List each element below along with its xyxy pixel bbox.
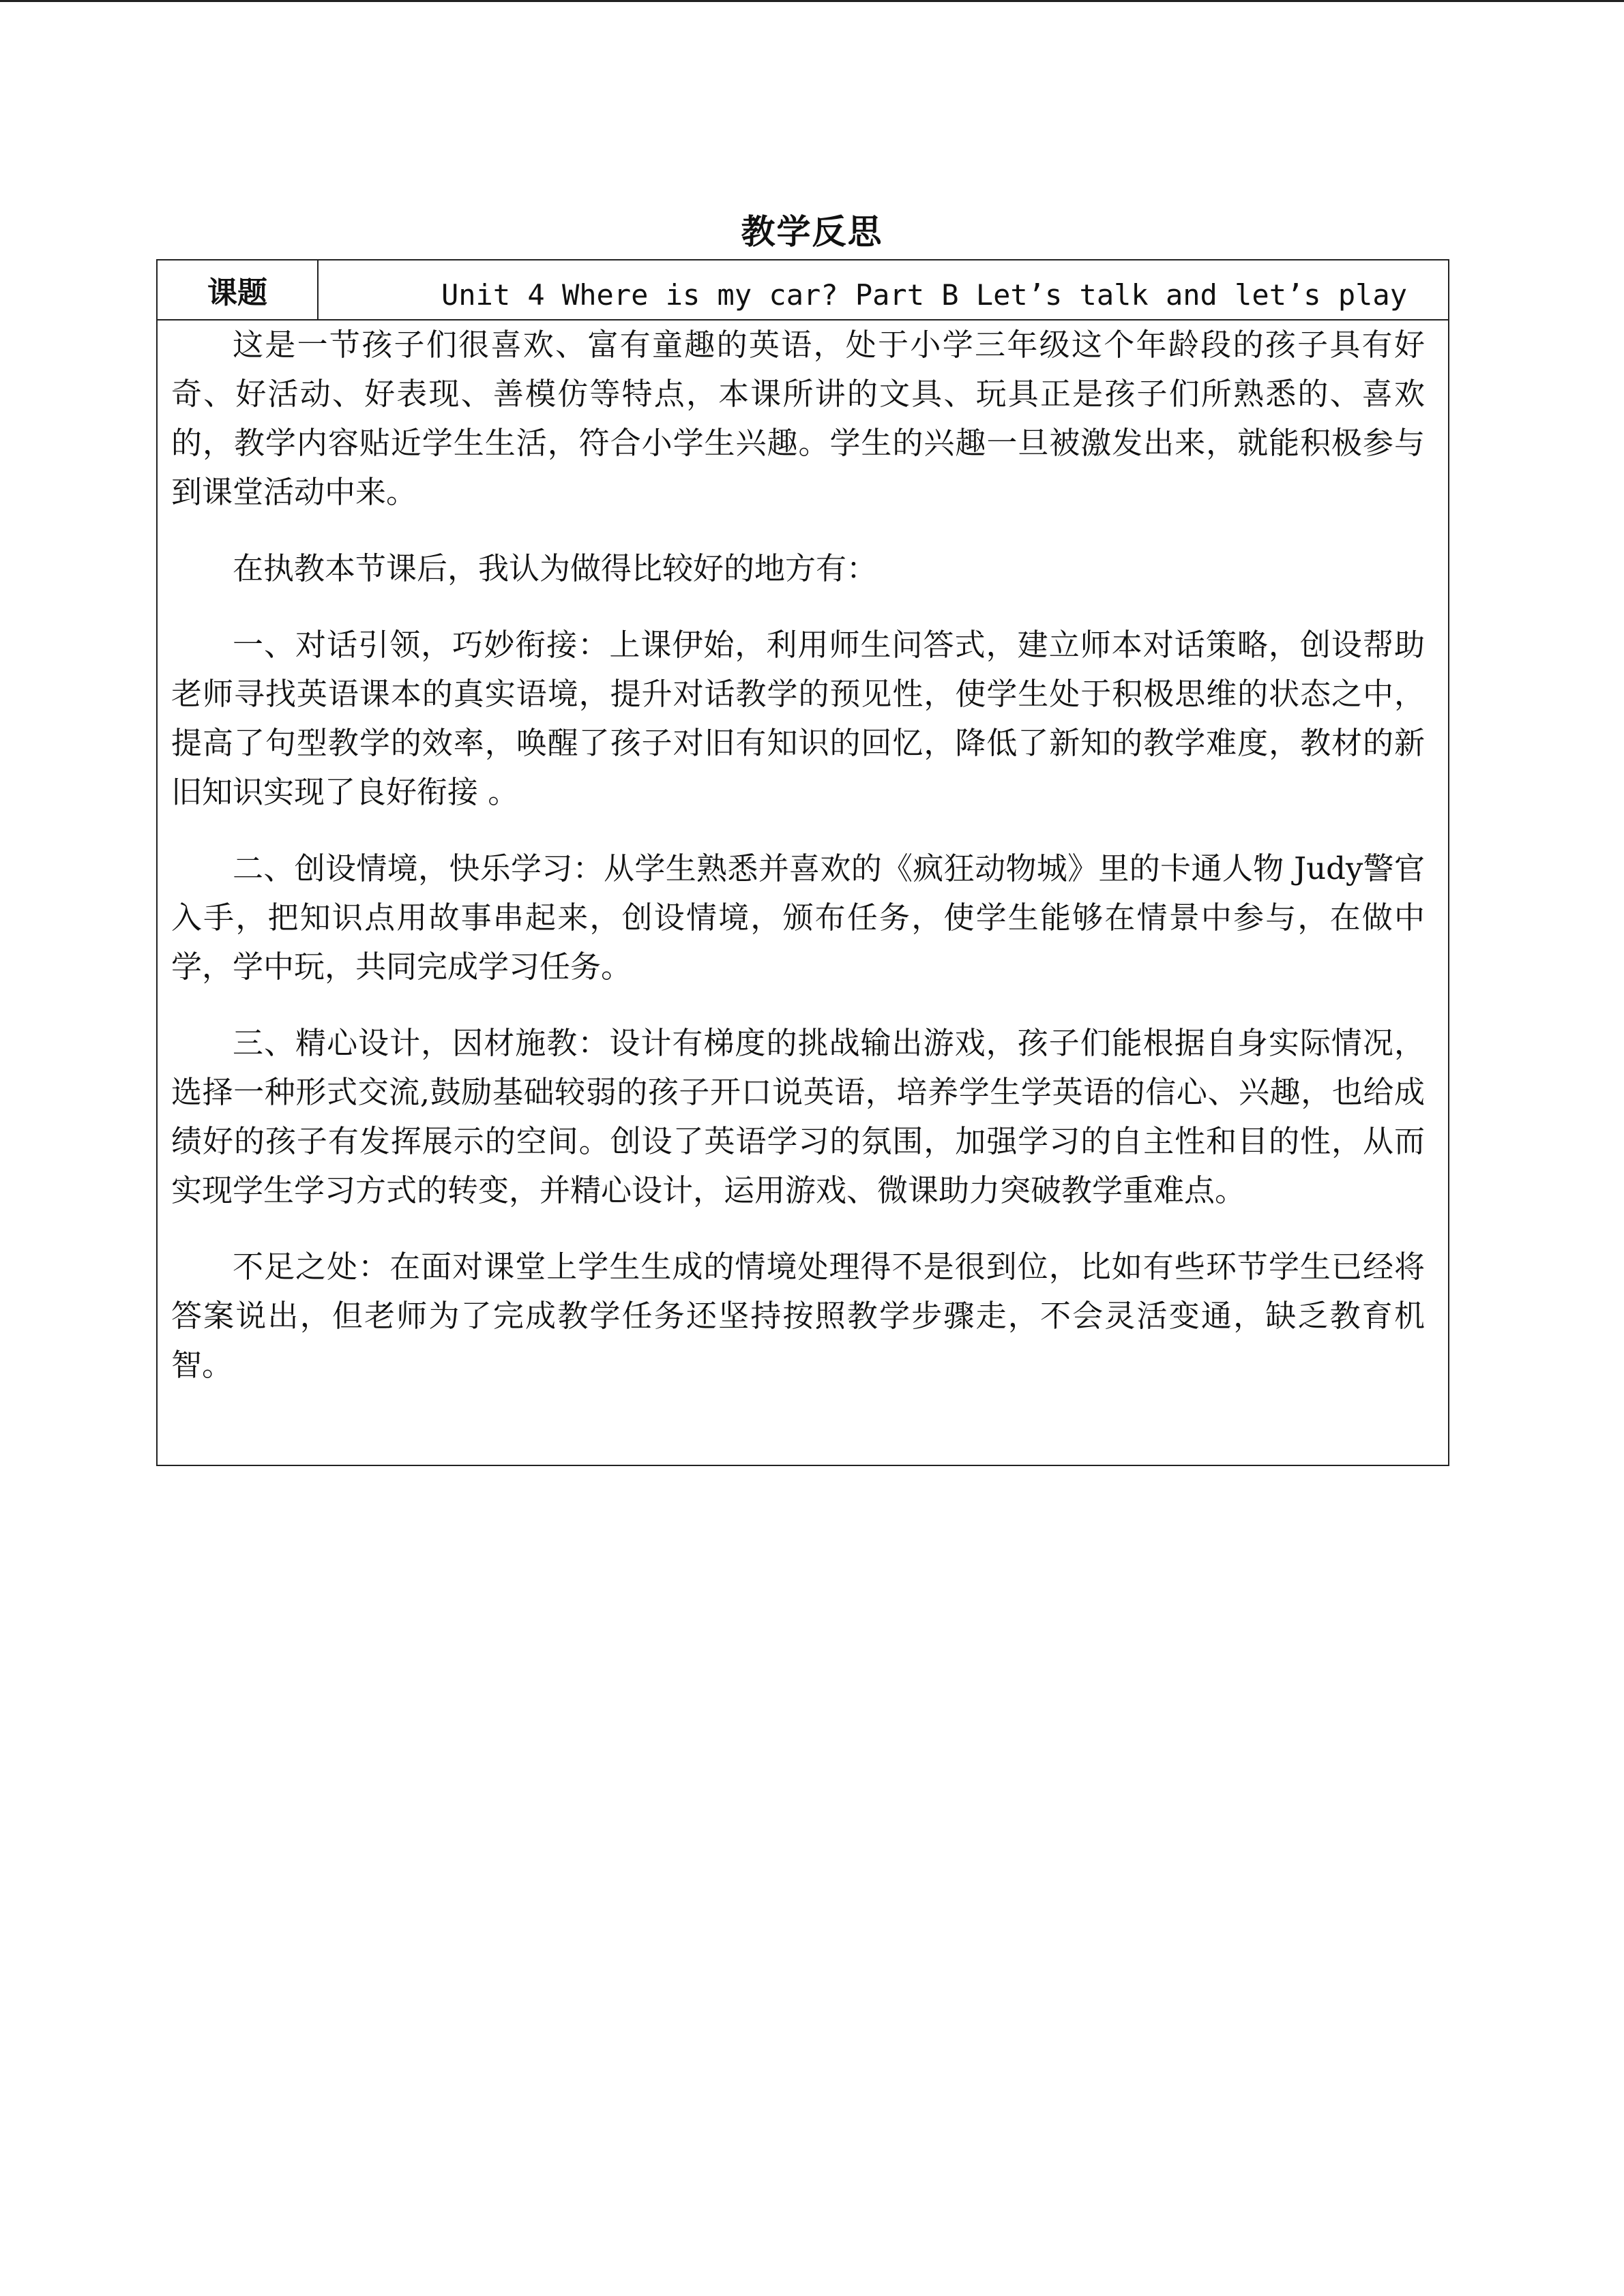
paragraph-intro: 这是一节孩子们很喜欢、富有童趣的英语，处于小学三年级这个年龄段的孩子具有好奇、好活动、好表现、善模仿等特点，本课所讲的文具、玩具正是孩子们所熟悉的、喜欢的，教学内容贴近学生生活，符合小学生兴趣。学生的兴趣一旦被激发出来，就能积极参与到课堂活动中来。 bbox=[171, 327, 1425, 510]
paragraph-shortcomings: 不足之处：在面对课堂上学生生成的情境处理得不是很到位，比如有些环节学生已经将答案说出，但老师为了完成教学任务还坚持按照教学步骤走，不会灵活变通，缺乏教育机智。 bbox=[171, 1249, 1425, 1383]
topic-label: 课题 bbox=[158, 260, 319, 319]
paragraph-point-three: 三、精心设计，因材施教：设计有梯度的挑战输出游戏，孩子们能根据自身实际情况，选择一种形式交流,鼓励基础较弱的孩子开口说英语，培养学生学英语的信心、兴趣，也给成绩好的孩子有发挥展示的空间。创设了英语学习的氛围，加强学习的自主性和目的性，从而实现学生学习方式的转变，并精心设计，运用游戏、微课助力突破教学重难点。 bbox=[171, 1025, 1425, 1208]
document-title: 教学反思 bbox=[741, 211, 883, 252]
topic-row bbox=[158, 260, 1448, 320]
reflection-table bbox=[156, 259, 1449, 1466]
topic-value: Unit 4 Where is my car? Part B Let’s talk and let’s play bbox=[441, 278, 1407, 312]
paragraph-point-two: 二、创设情境，快乐学习：从学生熟悉并喜欢的《疯狂动物城》里的卡通人物 Judy警官入手，把知识点用故事串起来，创设情境，颁布任务，使学生能够在情景中参与，在做中学，学中玩，共同完成学习任务。 bbox=[171, 850, 1425, 985]
paragraph-lead-in: 在执教本节课后，我认为做得比较好的地方有： bbox=[233, 550, 878, 586]
paragraph-point-one: 一、对话引领，巧妙衔接：上课伊始，利用师生问答式，建立师本对话策略，创设帮助老师寻找英语课本的真实语境，提升对话教学的预见性，使学生处于积极思维的状态之中，提高了句型教学的效率，唤醒了孩子对旧有知识的回忆，降低了新知的教学难度，教材的新旧知识实现了良好衔接 。 bbox=[171, 627, 1425, 810]
page-top-border bbox=[0, 0, 1624, 2]
reflection-body bbox=[158, 320, 1448, 1465]
